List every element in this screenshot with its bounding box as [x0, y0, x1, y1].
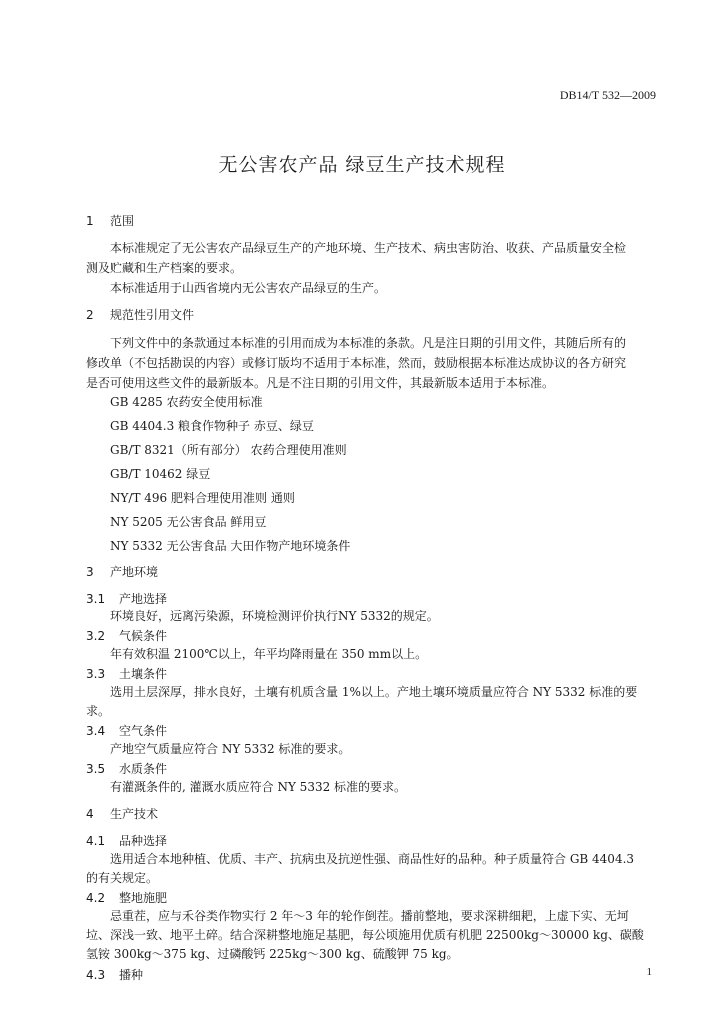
standard-code: DB14/T 532—2009	[559, 88, 656, 102]
subsection-number: 3.1	[86, 592, 106, 606]
section-title: 产地环境	[110, 565, 159, 579]
subsection-number: 3.4	[86, 724, 106, 738]
subsection-title: 水质条件	[119, 762, 168, 776]
subsection-number: 4.3	[86, 968, 106, 982]
subsection-3-5-heading	[86, 760, 167, 777]
subsection-4-2-heading	[86, 889, 167, 906]
paragraph-line: 年有效积温 2100℃以上，年平均降雨量在 350 mm以上。	[110, 647, 428, 661]
reference-item: NY/T 496 肥料合理使用准则 通则	[110, 491, 295, 505]
subsection-title: 气候条件	[119, 629, 168, 643]
reference-item: NY 5332 无公害食品 大田作物产地环境条件	[110, 539, 351, 553]
reference-item: GB/T 10462 绿豆	[110, 467, 211, 481]
section-title: 规范性引用文件	[110, 308, 195, 322]
subsection-3-4-heading	[86, 722, 167, 739]
paragraph-line: 修改单（不包括勘误的内容）或修订版均不适用于本标准，然而，鼓励根据本标准达成协议的各方研究	[86, 356, 627, 370]
paragraph-line: 本标准规定了无公害农产品绿豆生产的产地环境、生产技术、病虫害防治、收获、产品质量安全检	[110, 241, 627, 255]
paragraph-line: 有灌溉条件的, 灌溉水质应符合 NY 5332 标准的要求。	[110, 780, 407, 794]
subsection-3-2-heading	[86, 627, 167, 644]
section-1-heading	[86, 212, 134, 229]
subsection-title: 播种	[119, 968, 144, 982]
paragraph-line: 本标准适用于山西省境内无公害农产品绿豆的生产。	[110, 281, 387, 295]
section-4-heading	[86, 805, 158, 822]
subsection-title: 品种选择	[119, 834, 168, 848]
section-number: 2	[86, 308, 94, 322]
paragraph-line: 产地空气质量应符合 NY 5332 标准的要求。	[110, 742, 351, 756]
section-number: 1	[86, 214, 94, 228]
paragraph-line: 求。	[86, 704, 111, 718]
document-title: 无公害农产品 绿豆生产技术规程	[218, 154, 506, 176]
subsection-4-3-heading	[86, 966, 143, 983]
subsection-title: 空气条件	[119, 724, 168, 738]
subsection-title: 产地选择	[119, 592, 168, 606]
subsection-number: 3.2	[86, 629, 106, 643]
reference-item: NY 5205 无公害食品 鲜用豆	[110, 515, 267, 529]
paragraph-line: 环境良好，远离污染源，环境检测评价执行NY 5332的规定。	[110, 609, 439, 623]
section-2-heading	[86, 306, 194, 323]
subsection-3-1-heading	[86, 590, 167, 607]
paragraph-line: 的有关规定。	[86, 871, 159, 885]
paragraph-line: 选用土层深厚，排水良好，土壤有机质含量 1%以上。产地土壤环境质量应符合 NY 5332 标准的要	[110, 685, 638, 699]
paragraph-line: 下列文件中的条款通过本标准的引用而成为本标准的条款。凡是注日期的引用文件，其随后所有的	[110, 336, 627, 350]
section-number: 3	[86, 565, 94, 579]
subsection-title: 整地施肥	[119, 891, 168, 905]
paragraph-line: 忌重茬，应与禾谷类作物实行 2 年～3 年的轮作倒茬。播前整地，要求深耕细耙，上虚下实、无坷	[110, 909, 629, 923]
subsection-number: 3.5	[86, 762, 106, 776]
reference-item: GB/T 8321（所有部分） 农药合理使用准则	[110, 443, 347, 457]
subsection-number: 4.2	[86, 891, 106, 905]
section-title: 范围	[110, 214, 135, 228]
subsection-number: 4.1	[86, 834, 106, 848]
subsection-4-1-heading	[86, 832, 167, 849]
section-3-heading	[86, 563, 158, 580]
paragraph-line: 垃、深浅一致、地平土碎。结合深耕整地施足基肥，每公顷施用优质有机肥 22500kg～30000 kg、碳酸	[86, 928, 644, 942]
paragraph-line: 是否可使用这些文件的最新版本。凡是不注日期的引用文件，其最新版本适用于本标准。	[86, 376, 555, 390]
reference-item: GB 4285 农药安全使用标准	[110, 395, 263, 409]
paragraph-line: 选用适合本地种植、优质、丰产、抗病虫及抗逆性强、商品性好的品种。种子质量符合 GB 4404.3	[110, 852, 635, 866]
section-title: 生产技术	[110, 807, 159, 821]
subsection-3-3-heading	[86, 665, 167, 682]
subsection-title: 土壤条件	[119, 667, 168, 681]
page-number: 1	[646, 966, 652, 978]
subsection-number: 3.3	[86, 667, 106, 681]
paragraph-line: 测及贮藏和生产档案的要求。	[86, 261, 243, 275]
reference-item: GB 4404.3 粮食作物种子 赤豆、绿豆	[110, 419, 314, 433]
paragraph-line: 氢铵 300kg～375 kg、过磷酸钙 225kg～300 kg、硫酸钾 75 kg。	[86, 947, 459, 961]
section-number: 4	[86, 807, 94, 821]
